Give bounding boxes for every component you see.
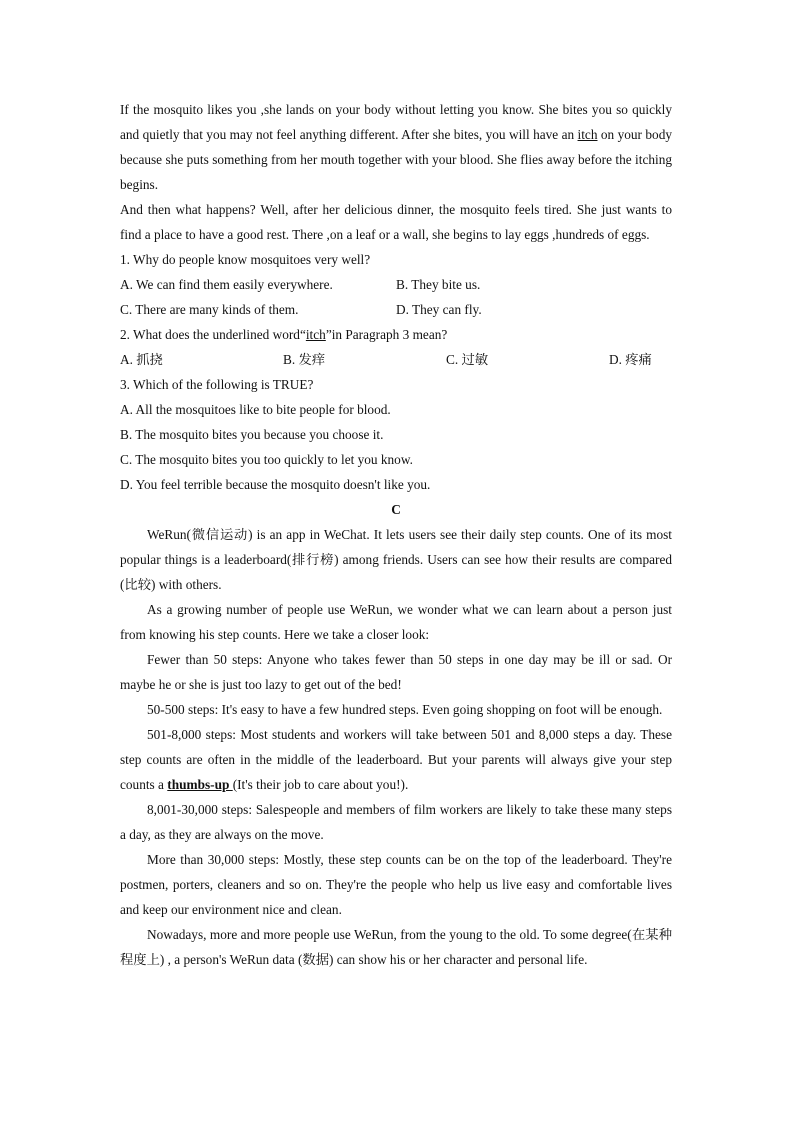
document-page — [120, 97, 672, 972]
option: C. The mosquito bites you too quickly to let you know. — [120, 452, 413, 467]
passage-paragraph: More than 30,000 steps: Mostly, these step counts can be on the top of the leaderboard. They're postmen, porters, cleaners and so on. They're the people who help us live easy and comfortable lives and keep our environment nice and clean. — [120, 852, 672, 917]
question-stem: 2. What does the underlined word“itch”in Paragraph 3 mean? — [120, 327, 448, 342]
passage-paragraph: 50-500 steps: It's easy to have a few hundred steps. Even going shopping on foot will be enough. — [147, 702, 663, 717]
passage-paragraph: Fewer than 50 steps: Anyone who takes fewer than 50 steps in one day may be ill or sad. Or maybe he or she is just too lazy to get out of the bed! — [120, 652, 672, 692]
underlined-word: itch — [305, 327, 326, 342]
passage-paragraph: 501-8,000 steps: Most students and workers will take between 501 and 8,000 steps a day. These step counts are often in the middle of the leaderboard. But your parents will always give your step counts a thumbs-up (It's their job to care about you!). — [120, 727, 672, 792]
underlined-word: itch — [577, 127, 598, 142]
option: D. You feel terrible because the mosquito doesn't like you. — [120, 477, 431, 492]
option: A. 抓挠 — [120, 352, 163, 367]
option: B. The mosquito bites you because you choose it. — [120, 427, 384, 442]
passage-paragraph: WeRun(微信运动) is an app in WeChat. It lets users see their daily step counts. One of its most popular things is a leaderboard(排行榜) among friends. Users can see how their results are compared (比较) with others. — [120, 527, 672, 592]
passage-paragraph: As a growing number of people use WeRun, we wonder what we can learn about a person just from knowing his step counts. Here we take a closer look: — [120, 602, 672, 642]
question-stem: 3. Which of the following is TRUE? — [120, 377, 314, 392]
option-row — [120, 347, 672, 372]
option: B. They bite us. — [396, 277, 481, 292]
option-row — [120, 272, 672, 297]
passage-paragraph: Nowadays, more and more people use WeRun, from the young to the old. To some degree(在某种程度上) , a person's WeRun data (数据) can show his or her character and personal life. — [120, 927, 672, 967]
section-title: C — [391, 502, 401, 517]
option: A. All the mosquitoes like to bite people for blood. — [120, 402, 391, 417]
passage-paragraph: 8,001-30,000 steps: Salespeople and members of film workers are likely to take these many steps a day, as they are always on the move. — [120, 802, 672, 842]
option: C. There are many kinds of them. — [120, 302, 299, 317]
option: A. We can find them easily everywhere. — [120, 277, 333, 292]
underlined-phrase: thumbs-up — [167, 777, 233, 792]
passage-paragraph: And then what happens? Well, after her delicious dinner, the mosquito feels tired. She just wants to find a place to have a good rest. There ,on a leaf or a wall, she begins to lay eggs ,hundreds of eggs. — [120, 202, 672, 242]
option-row — [120, 297, 672, 322]
option: B. 发痒 — [283, 352, 326, 367]
option: D. 疼痛 — [609, 352, 652, 367]
option: D. They can fly. — [396, 302, 482, 317]
passage-paragraph: If the mosquito likes you ,she lands on your body without letting you know. She bites you so quickly and quietly that you may not feel anything different. After she bites, you will have an itch on your body because she puts something from her mouth together with your blood. She flies away before the itching begins. — [120, 102, 672, 192]
option: C. 过敏 — [446, 352, 489, 367]
question-stem: 1. Why do people know mosquitoes very well? — [120, 252, 371, 267]
